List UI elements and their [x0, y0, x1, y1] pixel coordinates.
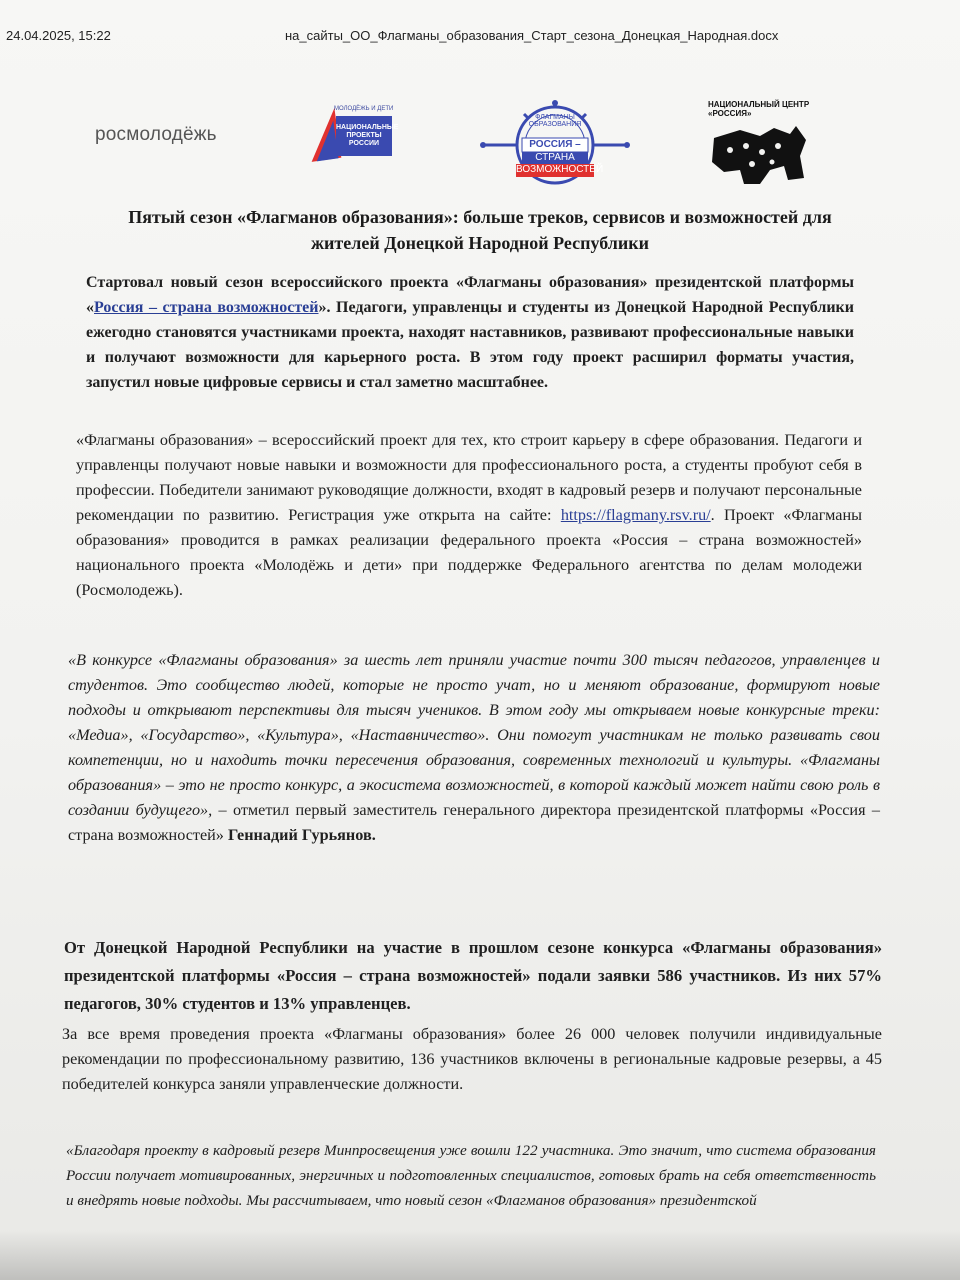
paragraph-overall-stats: За все время проведения проекта «Флагманы образования» более 26 000 человек получили индивидуальные рекомендации по профессиональному развитию, 136 участников включены в региональные кадровые резервы, а 45 победителей конкурса заняли управленческие должности.: [62, 1025, 882, 1093]
quote-author: Геннадий Гурьянов.: [227, 826, 376, 844]
lead-text-start: Стартовал новый сезон всероссийского проекта «Флагманы образования» президентской платформы «: [86, 274, 854, 316]
quote-paragraph: [68, 648, 880, 848]
national-projects-logo: [300, 100, 400, 180]
quote-attribution: – отметил первый заместитель генерального директора президентской платформы «Россия – страна возможностей»: [68, 801, 880, 844]
paragraph-dnr-stats: От Донецкой Народной Республики на участие в прошлом сезоне конкурса «Флагманы образования» президентской платформы «Россия – страна возможностей» подали заявки 586 участников. Из них 57% педагогов, 30% студентов и 13% управленцев.: [64, 938, 882, 1013]
quote-text: «В конкурсе «Флагманы образования» за шесть лет приняли участие почти 300 тысяч педагогов, управленцев и студентов. Это сообщество людей, которые не просто учат, но и меняют образование, формируют новые подходы и открывают перспективы для тысяч учеников. В этом году мы открываем новые конкурсные треки: «Медиа», «Государство», «Культура», «Наставничество». Они помогут участникам не только развивать свои компетенции, но и находить точки пересечения образования, современных технологий и культуры. «Флагманы образования» – это не просто конкурс, а экосистема возможностей, в которой каждый может найти свою роль в создании будущего»,: [68, 651, 880, 819]
flagmany-arc-text: ФЛАГМАНЫ ОБРАЗОВАНИЯ: [528, 114, 582, 128]
national-center-title: НАЦИОНАЛЬНЫЙ ЦЕНТР «РОССИЯ»: [708, 100, 810, 118]
platform-link[interactable]: Россия – страна возможностей: [94, 299, 319, 316]
national-center-logo: [700, 100, 820, 190]
quote-paragraph-2: «Благодаря проекту в кадровый резерв Минпросвещения уже вошли 122 участника. Это значит, что система образования России получает мотивированных, энергичных и подготовленных специалистов, готовых брать на себя ответственность и внедрять новые подходы. Мы рассчитываем, что новый сезон «Флагманов образования» президентской: [66, 1142, 876, 1209]
page-shadow: [0, 1230, 960, 1280]
np-top-label: МОЛОДЁЖЬ И ДЕТИ: [334, 106, 394, 112]
registration-link[interactable]: https://flagmany.rsv.ru/: [560, 506, 711, 524]
flagmany-logo: [480, 100, 630, 190]
flagmany-line3: ВОЗМОЖНОСТЕЙ: [516, 164, 604, 175]
p1-text-start: «Флагманы образования» – всероссийский проект для тех, кто строит карьеру в сфере образования. Педагоги и управленцы получают новые навыки и возможности для профессионального роста, а студенты пробуют себя в профессии. Победители занимают руководящие должности, входят в кадровый резерв и получают персональные рекомендации по развитию. Регистрация уже открыта на сайте:: [76, 431, 862, 524]
print-datetime: 24.04.2025, 15:22: [6, 28, 111, 43]
p1-text-end: . Проект «Флагманы образования» проводится в рамках реализации федерального проекта «Россия – страна возможностей» национального проекта «Молодёжь и дети» при поддержке Федерального агентства по делам молодежи (Росмолодежь).: [76, 506, 862, 599]
lead-text-end: ». Педагоги, управленцы и студенты из Донецкой Народной Республики ежегодно становятся участниками проекта, находят наставников, развивают профессиональные навыки и получают возможности для карьерного роста. В этом году проект расширил форматы участия, запустил новые цифровые сервисы и стал заметно масштабнее.: [86, 299, 854, 391]
paragraph-about-project: [76, 428, 862, 603]
snow-leopard-icon: [700, 100, 820, 190]
flagmany-line2: СТРАНА: [535, 152, 575, 163]
document-title: Пятый сезон «Флагманов образования»: больше треков, сервисов и возможностей для жителей Донецкой Народной Республики: [128, 207, 832, 253]
print-filename: на_сайты_ОО_Флагманы_образования_Старт_сезона_Донецкая_Народная.docx: [285, 28, 779, 43]
lead-paragraph: [86, 270, 854, 395]
flagmany-line1: РОССИЯ –: [529, 139, 581, 150]
np-block-label: НАЦИОНАЛЬНЫЕ ПРОЕКТЫ РОССИИ: [336, 116, 392, 156]
rosmolodezh-logo: росмолодёжь: [95, 124, 217, 145]
